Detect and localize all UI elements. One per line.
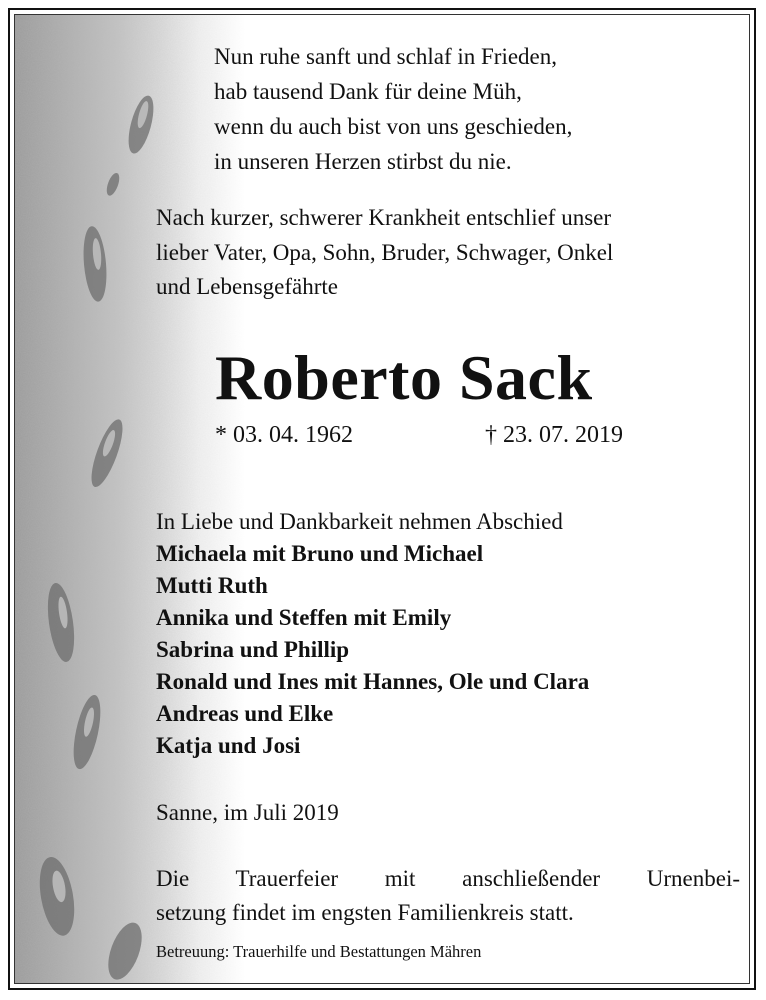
poem-line: in unseren Herzen stirbst du nie. (214, 149, 512, 174)
obituary-content (15, 15, 749, 983)
funeral-home-credit: Betreuung: Trauerhilfe und Bestattungen Mähren (156, 942, 482, 961)
birth-date: * 03. 04. 1962 (215, 422, 353, 448)
funeral-notice (156, 862, 740, 930)
announcement-line: lieber Vater, Opa, Sohn, Bruder, Schwager, Onkel (156, 239, 614, 265)
mourner-name: Ronald und Ines mit Hannes, Ole und Clara (156, 669, 590, 694)
poem (214, 39, 572, 179)
announcement-line: und Lebensgefährte (156, 274, 339, 299)
poem-line: hab tausend Dank für deine Müh, (214, 79, 522, 104)
mourner-name: Michaela mit Bruno und Michael (156, 541, 484, 566)
mourner-name: Andreas und Elke (156, 701, 334, 726)
mourner-name: Annika und Steffen mit Emily (156, 605, 452, 630)
funeral-line: setzung findet im engsten Familienkreis statt. (156, 900, 574, 925)
deceased-name: Roberto Sack (215, 342, 593, 413)
poem-line: wenn du auch bist von uns geschieden, (214, 114, 573, 139)
funeral-line: Die Trauerfeier mit anschließender Urnenbei- (156, 866, 740, 891)
poem-line: Nun ruhe sanft und schlaf in Frieden, (214, 44, 558, 69)
mourners-block (156, 506, 589, 762)
mourner-name: Sabrina und Phillip (156, 637, 350, 662)
announcement-line: Nach kurzer, schwerer Krankheit entschlief unser (156, 205, 612, 230)
death-date: † 23. 07. 2019 (485, 422, 623, 448)
mourner-name: Mutti Ruth (156, 573, 268, 598)
place-and-date: Sanne, im Juli 2019 (156, 800, 339, 825)
obituary-inner-border (14, 14, 750, 984)
mourners-intro: In Liebe und Dankbarkeit nehmen Abschied (156, 509, 563, 534)
obituary-frame (8, 8, 756, 990)
mourner-name: Katja und Josi (156, 733, 301, 758)
death-announcement (156, 201, 613, 305)
